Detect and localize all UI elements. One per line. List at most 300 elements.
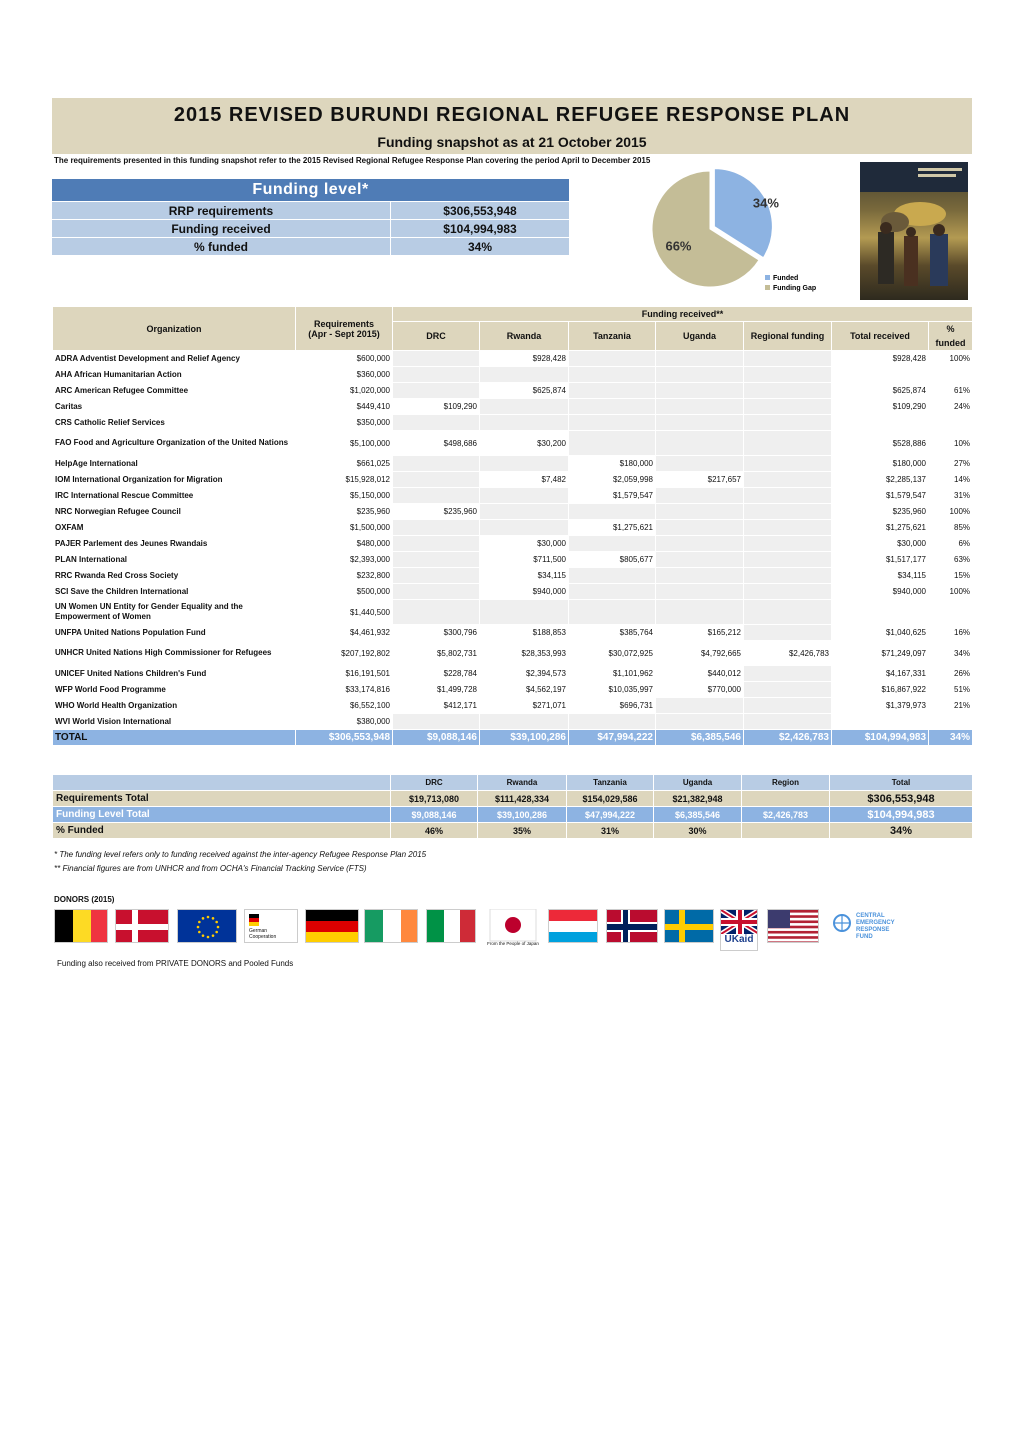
report-cover-photo bbox=[860, 162, 968, 300]
summary-cell: $21,382,948 bbox=[654, 791, 742, 807]
cell-total: $180,000 bbox=[832, 456, 929, 472]
cell-total: $928,428 bbox=[832, 351, 929, 367]
cell-org: UNFPA United Nations Population Fund bbox=[53, 625, 296, 641]
cell-pct: 100% bbox=[929, 584, 973, 600]
footnote-1: * The funding level refers only to funding received against the inter-agency Refugee Response Plan 2015 bbox=[54, 850, 427, 859]
rrp-requirements-label: RRP requirements bbox=[52, 202, 391, 220]
cell-drc bbox=[393, 472, 480, 488]
cell-req: $1,500,000 bbox=[296, 520, 393, 536]
cell-pct: 51% bbox=[929, 682, 973, 698]
cell-drc: $1,499,728 bbox=[393, 682, 480, 698]
table-row bbox=[53, 520, 973, 536]
cell-tanzania: $10,035,997 bbox=[569, 682, 656, 698]
cell-uganda bbox=[656, 568, 744, 584]
cell-uganda bbox=[656, 552, 744, 568]
cell-org: AHA African Humanitarian Action bbox=[53, 367, 296, 383]
cell-req: $1,440,500 bbox=[296, 600, 393, 625]
cell-tanzania bbox=[569, 351, 656, 367]
summary-cell: 34% bbox=[830, 823, 973, 839]
col-header-percent: % funded bbox=[929, 322, 973, 351]
funding-level-title: Funding level* bbox=[52, 179, 569, 202]
cell-req: $4,461,932 bbox=[296, 625, 393, 641]
cell-regional bbox=[744, 367, 832, 383]
cell-pct bbox=[929, 600, 973, 625]
table-row bbox=[53, 600, 973, 625]
summary-row bbox=[53, 791, 973, 807]
page-title: 2015 REVISED BURUNDI REGIONAL REFUGEE RESPONSE PLAN bbox=[173, 104, 851, 126]
cell-req: $661,025 bbox=[296, 456, 393, 472]
summary-cell: $6,385,546 bbox=[654, 807, 742, 823]
cell-uganda bbox=[656, 504, 744, 520]
cell-uganda bbox=[656, 415, 744, 431]
cell-uganda bbox=[656, 351, 744, 367]
cell-regional bbox=[744, 568, 832, 584]
cell-total: $1,579,547 bbox=[832, 488, 929, 504]
table-row bbox=[53, 488, 973, 504]
cell-tanzania bbox=[569, 367, 656, 383]
cell-drc bbox=[393, 714, 480, 730]
cell-rwanda bbox=[480, 415, 569, 431]
cell-tanzania: $385,764 bbox=[569, 625, 656, 641]
cell-rwanda: $928,428 bbox=[480, 351, 569, 367]
table-row bbox=[53, 399, 973, 415]
cerf-text: CENTRAL EMERGENCY RESPONSE FUND bbox=[856, 913, 895, 940]
cell-regional bbox=[744, 520, 832, 536]
cell-total: $1,040,625 bbox=[832, 625, 929, 641]
rrp-requirements-value: $306,553,948 bbox=[391, 202, 570, 220]
table-row bbox=[53, 431, 973, 456]
cell-uganda bbox=[656, 367, 744, 383]
cell-rwanda: $271,071 bbox=[480, 698, 569, 714]
cell-pct: 21% bbox=[929, 698, 973, 714]
summary-cell: 46% bbox=[391, 823, 478, 839]
cell-regional bbox=[744, 682, 832, 698]
table-row bbox=[53, 666, 973, 682]
cell-org: PLAN International bbox=[53, 552, 296, 568]
col-header-funding-received: Funding received** bbox=[393, 307, 973, 322]
cell-tanzania bbox=[569, 536, 656, 552]
luxembourg-flag bbox=[548, 909, 598, 943]
table-row bbox=[53, 714, 973, 730]
cell-req: $207,192,802 bbox=[296, 641, 393, 666]
legend-label: Funding Gap bbox=[773, 285, 817, 292]
cell-drc bbox=[393, 536, 480, 552]
cell-rwanda: $2,394,573 bbox=[480, 666, 569, 682]
cell-req: $15,928,012 bbox=[296, 472, 393, 488]
total-cell-req: $306,553,948 bbox=[296, 730, 393, 746]
cell-tanzania: $180,000 bbox=[569, 456, 656, 472]
table-row bbox=[53, 472, 973, 488]
cell-tanzania bbox=[569, 584, 656, 600]
summary-col-header: Total bbox=[830, 775, 973, 791]
table-row bbox=[53, 383, 973, 399]
summary-row bbox=[53, 807, 973, 823]
cell-req: $16,191,501 bbox=[296, 666, 393, 682]
cell-pct: 85% bbox=[929, 520, 973, 536]
cell-uganda: $165,212 bbox=[656, 625, 744, 641]
cell-req: $500,000 bbox=[296, 584, 393, 600]
cell-drc bbox=[393, 552, 480, 568]
table-row bbox=[53, 415, 973, 431]
total-cell-uganda: $6,385,546 bbox=[656, 730, 744, 746]
cell-drc bbox=[393, 415, 480, 431]
cell-pct bbox=[929, 714, 973, 730]
cell-org: IRC International Rescue Committee bbox=[53, 488, 296, 504]
cell-org: WFP World Food Programme bbox=[53, 682, 296, 698]
scope-note: The requirements presented in this funding snapshot refer to the 2015 Revised Regional Refugee Response Plan covering the period April to December 2015 bbox=[54, 156, 651, 165]
funding-level-box bbox=[52, 179, 569, 255]
cell-tanzania bbox=[569, 431, 656, 456]
cell-pct: 16% bbox=[929, 625, 973, 641]
cell-regional bbox=[744, 625, 832, 641]
cell-rwanda bbox=[480, 600, 569, 625]
cell-drc bbox=[393, 351, 480, 367]
norway-flag bbox=[606, 909, 658, 943]
summary-cell: $19,713,080 bbox=[391, 791, 478, 807]
cell-tanzania: $30,072,925 bbox=[569, 641, 656, 666]
sweden-flag bbox=[664, 909, 714, 943]
cell-total: $1,517,177 bbox=[832, 552, 929, 568]
cell-regional bbox=[744, 666, 832, 682]
cell-rwanda bbox=[480, 714, 569, 730]
cell-total: $71,249,097 bbox=[832, 641, 929, 666]
summary-cell: $154,029,586 bbox=[567, 791, 654, 807]
summary-cell: 30% bbox=[654, 823, 742, 839]
cell-req: $600,000 bbox=[296, 351, 393, 367]
cell-org: WHO World Health Organization bbox=[53, 698, 296, 714]
cell-drc bbox=[393, 568, 480, 584]
cell-uganda bbox=[656, 456, 744, 472]
cell-drc: $109,290 bbox=[393, 399, 480, 415]
col-header-organization: Organization bbox=[53, 307, 296, 351]
german-cooperation-logo bbox=[244, 909, 298, 943]
cell-req: $5,100,000 bbox=[296, 431, 393, 456]
cell-uganda bbox=[656, 399, 744, 415]
cell-drc bbox=[393, 367, 480, 383]
cell-org: IOM International Organization for Migration bbox=[53, 472, 296, 488]
summary-cell: $306,553,948 bbox=[830, 791, 973, 807]
footnote-2: ** Financial figures are from UNHCR and from OCHA's Financial Tracking Service (FTS) bbox=[54, 864, 367, 873]
summary-col-header: Region bbox=[742, 775, 830, 791]
cell-total: $625,874 bbox=[832, 383, 929, 399]
table-row bbox=[53, 552, 973, 568]
summary-cell: $2,426,783 bbox=[742, 807, 830, 823]
cell-req: $480,000 bbox=[296, 536, 393, 552]
cell-pct bbox=[929, 415, 973, 431]
cell-regional bbox=[744, 456, 832, 472]
cell-rwanda: $940,000 bbox=[480, 584, 569, 600]
cell-org: CRS Catholic Relief Services bbox=[53, 415, 296, 431]
cell-tanzania: $2,059,998 bbox=[569, 472, 656, 488]
cell-pct bbox=[929, 367, 973, 383]
col-header-requirements-line2: (Apr - Sept 2015) bbox=[308, 328, 380, 339]
cell-total: $34,115 bbox=[832, 568, 929, 584]
pie-label: 34% bbox=[752, 195, 779, 211]
summary-cell bbox=[742, 791, 830, 807]
cell-uganda bbox=[656, 536, 744, 552]
table-row bbox=[53, 568, 973, 584]
table-row bbox=[53, 625, 973, 641]
cell-total: $528,886 bbox=[832, 431, 929, 456]
denmark-flag bbox=[115, 909, 169, 943]
total-cell-drc: $9,088,146 bbox=[393, 730, 480, 746]
cell-regional bbox=[744, 584, 832, 600]
cell-total: $30,000 bbox=[832, 536, 929, 552]
cell-uganda bbox=[656, 520, 744, 536]
cerf-logo bbox=[830, 909, 904, 943]
cell-org: UNHCR United Nations High Commissioner for Refugees bbox=[53, 641, 296, 666]
cell-total: $235,960 bbox=[832, 504, 929, 520]
ukaid-text: UKaid bbox=[724, 934, 754, 945]
cell-regional bbox=[744, 600, 832, 625]
cell-tanzania: $1,275,621 bbox=[569, 520, 656, 536]
germany-flag bbox=[305, 909, 359, 943]
cell-pct: 14% bbox=[929, 472, 973, 488]
cell-tanzania bbox=[569, 504, 656, 520]
cell-total: $1,379,973 bbox=[832, 698, 929, 714]
table-row bbox=[53, 584, 973, 600]
cell-pct: 34% bbox=[929, 641, 973, 666]
summary-cell: $111,428,334 bbox=[478, 791, 567, 807]
cell-regional: $2,426,783 bbox=[744, 641, 832, 666]
cell-req: $1,020,000 bbox=[296, 383, 393, 399]
page-subtitle: Funding snapshot as at 21 October 2015 bbox=[377, 134, 647, 150]
header-banner bbox=[52, 98, 972, 154]
cell-drc: $235,960 bbox=[393, 504, 480, 520]
legend-label: Funded bbox=[773, 275, 799, 282]
cell-req: $449,410 bbox=[296, 399, 393, 415]
cell-rwanda bbox=[480, 520, 569, 536]
percent-funded-value: 34% bbox=[391, 238, 570, 256]
funding-received-label: Funding received bbox=[52, 220, 391, 238]
cell-rwanda: $30,200 bbox=[480, 431, 569, 456]
cell-regional bbox=[744, 714, 832, 730]
summary-row-label: Funding Level Total bbox=[53, 807, 391, 823]
cell-org: WVI World Vision International bbox=[53, 714, 296, 730]
cell-org: Caritas bbox=[53, 399, 296, 415]
cell-regional bbox=[744, 383, 832, 399]
cell-drc: $5,802,731 bbox=[393, 641, 480, 666]
cell-pct: 27% bbox=[929, 456, 973, 472]
japan-flag bbox=[486, 909, 540, 955]
japan-flag-text: From the People of Japan bbox=[487, 941, 539, 946]
cell-org: HelpAge International bbox=[53, 456, 296, 472]
table-row bbox=[53, 456, 973, 472]
cell-rwanda: $30,000 bbox=[480, 536, 569, 552]
cell-drc: $228,784 bbox=[393, 666, 480, 682]
cell-regional bbox=[744, 399, 832, 415]
total-row bbox=[53, 730, 973, 746]
cell-total: $1,275,621 bbox=[832, 520, 929, 536]
col-header-drc: DRC bbox=[393, 322, 480, 351]
ukaid-logo bbox=[720, 909, 758, 951]
cell-rwanda bbox=[480, 456, 569, 472]
cell-total bbox=[832, 415, 929, 431]
legend-swatch bbox=[765, 285, 770, 290]
cell-total: $109,290 bbox=[832, 399, 929, 415]
col-header-tanzania: Tanzania bbox=[569, 322, 656, 351]
cell-uganda bbox=[656, 431, 744, 456]
italy-flag bbox=[426, 909, 476, 943]
cell-rwanda: $7,482 bbox=[480, 472, 569, 488]
cell-regional bbox=[744, 415, 832, 431]
cell-tanzania bbox=[569, 415, 656, 431]
cell-pct: 24% bbox=[929, 399, 973, 415]
cell-org: NRC Norwegian Refugee Council bbox=[53, 504, 296, 520]
cell-drc bbox=[393, 488, 480, 504]
cell-rwanda: $625,874 bbox=[480, 383, 569, 399]
col-header-requirements-line1: Requirements bbox=[313, 318, 375, 329]
cell-total bbox=[832, 367, 929, 383]
summary-cell: 35% bbox=[478, 823, 567, 839]
summary-col-header: DRC bbox=[391, 775, 478, 791]
summary-header-row bbox=[53, 775, 973, 791]
usa-flag bbox=[767, 909, 819, 943]
cell-pct: 6% bbox=[929, 536, 973, 552]
total-cell-org: TOTAL bbox=[53, 730, 296, 746]
col-header-requirements bbox=[296, 307, 393, 351]
cell-tanzania bbox=[569, 600, 656, 625]
summary-col-header: Uganda bbox=[654, 775, 742, 791]
cell-org: ARC American Refugee Committee bbox=[53, 383, 296, 399]
cell-org: ADRA Adventist Development and Relief Agency bbox=[53, 351, 296, 367]
col-header-uganda: Uganda bbox=[656, 322, 744, 351]
col-header-regional: Regional funding bbox=[744, 322, 832, 351]
cell-regional bbox=[744, 552, 832, 568]
cell-org: UN Women UN Entity for Gender Equality and the Empowerment of Women bbox=[53, 600, 296, 625]
total-cell-tanzania: $47,994,222 bbox=[569, 730, 656, 746]
cell-total bbox=[832, 714, 929, 730]
table-row bbox=[53, 682, 973, 698]
cell-uganda bbox=[656, 383, 744, 399]
cell-rwanda: $28,353,993 bbox=[480, 641, 569, 666]
pie-label: 66% bbox=[665, 238, 692, 254]
cell-drc bbox=[393, 600, 480, 625]
cell-org: RRC Rwanda Red Cross Society bbox=[53, 568, 296, 584]
summary-cell: $47,994,222 bbox=[567, 807, 654, 823]
cell-tanzania: $1,101,962 bbox=[569, 666, 656, 682]
cell-rwanda: $711,500 bbox=[480, 552, 569, 568]
cell-req: $350,000 bbox=[296, 415, 393, 431]
cell-req: $5,150,000 bbox=[296, 488, 393, 504]
cell-uganda: $770,000 bbox=[656, 682, 744, 698]
cell-tanzania bbox=[569, 568, 656, 584]
col-header-rwanda: Rwanda bbox=[480, 322, 569, 351]
cell-regional bbox=[744, 351, 832, 367]
table-row bbox=[53, 698, 973, 714]
cell-uganda bbox=[656, 714, 744, 730]
cell-uganda bbox=[656, 698, 744, 714]
cell-drc: $412,171 bbox=[393, 698, 480, 714]
total-cell-total: $104,994,983 bbox=[832, 730, 929, 746]
cell-rwanda bbox=[480, 367, 569, 383]
summary-row-label: Requirements Total bbox=[53, 791, 391, 807]
cell-pct: 31% bbox=[929, 488, 973, 504]
cell-total: $2,285,137 bbox=[832, 472, 929, 488]
ireland-flag bbox=[364, 909, 418, 943]
german-cooperation-text: German Cooperation bbox=[249, 928, 277, 940]
cell-regional bbox=[744, 431, 832, 456]
cell-tanzania: $1,579,547 bbox=[569, 488, 656, 504]
cell-drc bbox=[393, 520, 480, 536]
cell-org: PAJER Parlement des Jeunes Rwandais bbox=[53, 536, 296, 552]
cell-regional bbox=[744, 536, 832, 552]
summary-row bbox=[53, 823, 973, 839]
col-header-total: Total received bbox=[832, 322, 929, 351]
cell-total bbox=[832, 600, 929, 625]
cell-regional bbox=[744, 488, 832, 504]
total-cell-regional: $2,426,783 bbox=[744, 730, 832, 746]
cell-uganda: $4,792,665 bbox=[656, 641, 744, 666]
private-donors-note: Funding also received from PRIVATE DONORS and Pooled Funds bbox=[57, 959, 294, 968]
cell-pct: 15% bbox=[929, 568, 973, 584]
cell-req: $6,552,100 bbox=[296, 698, 393, 714]
summary-cell: $39,100,286 bbox=[478, 807, 567, 823]
cell-rwanda bbox=[480, 504, 569, 520]
cell-uganda bbox=[656, 584, 744, 600]
funding-received-value: $104,994,983 bbox=[391, 220, 570, 238]
cell-tanzania: $805,677 bbox=[569, 552, 656, 568]
cell-uganda bbox=[656, 488, 744, 504]
cell-req: $33,174,816 bbox=[296, 682, 393, 698]
total-cell-pct: 34% bbox=[929, 730, 973, 746]
legend-swatch bbox=[765, 275, 770, 280]
cell-req: $232,800 bbox=[296, 568, 393, 584]
donors-label: DONORS (2015) bbox=[54, 895, 115, 904]
cell-drc bbox=[393, 456, 480, 472]
funding-table bbox=[52, 306, 973, 746]
cell-pct: 100% bbox=[929, 504, 973, 520]
table-row bbox=[53, 504, 973, 520]
cell-uganda bbox=[656, 600, 744, 625]
total-cell-rwanda: $39,100,286 bbox=[480, 730, 569, 746]
funding-pie-chart bbox=[648, 165, 838, 300]
cell-pct: 63% bbox=[929, 552, 973, 568]
summary-cell: 31% bbox=[567, 823, 654, 839]
cell-pct: 26% bbox=[929, 666, 973, 682]
table-row bbox=[53, 536, 973, 552]
cell-uganda: $217,657 bbox=[656, 472, 744, 488]
cell-tanzania: $696,731 bbox=[569, 698, 656, 714]
percent-funded-label: % funded bbox=[52, 238, 391, 256]
cell-rwanda: $188,853 bbox=[480, 625, 569, 641]
summary-table bbox=[52, 774, 973, 839]
cell-drc: $300,796 bbox=[393, 625, 480, 641]
cell-drc bbox=[393, 584, 480, 600]
cell-drc: $498,686 bbox=[393, 431, 480, 456]
cell-req: $235,960 bbox=[296, 504, 393, 520]
cell-pct: 100% bbox=[929, 351, 973, 367]
cell-org: FAO Food and Agriculture Organization of the United Nations bbox=[53, 431, 296, 456]
summary-header-blank bbox=[53, 775, 391, 791]
summary-row-label: % Funded bbox=[53, 823, 391, 839]
cell-total: $940,000 bbox=[832, 584, 929, 600]
cell-pct: 61% bbox=[929, 383, 973, 399]
cell-org: UNICEF United Nations Children's Fund bbox=[53, 666, 296, 682]
cell-rwanda bbox=[480, 399, 569, 415]
summary-col-header: Tanzania bbox=[567, 775, 654, 791]
cell-org: OXFAM bbox=[53, 520, 296, 536]
summary-col-header: Rwanda bbox=[478, 775, 567, 791]
summary-cell: $9,088,146 bbox=[391, 807, 478, 823]
eu-flag bbox=[177, 909, 237, 943]
cell-regional bbox=[744, 472, 832, 488]
cell-uganda: $440,012 bbox=[656, 666, 744, 682]
cell-org: SCI Save the Children International bbox=[53, 584, 296, 600]
cell-regional bbox=[744, 504, 832, 520]
cell-rwanda bbox=[480, 488, 569, 504]
table-row bbox=[53, 367, 973, 383]
